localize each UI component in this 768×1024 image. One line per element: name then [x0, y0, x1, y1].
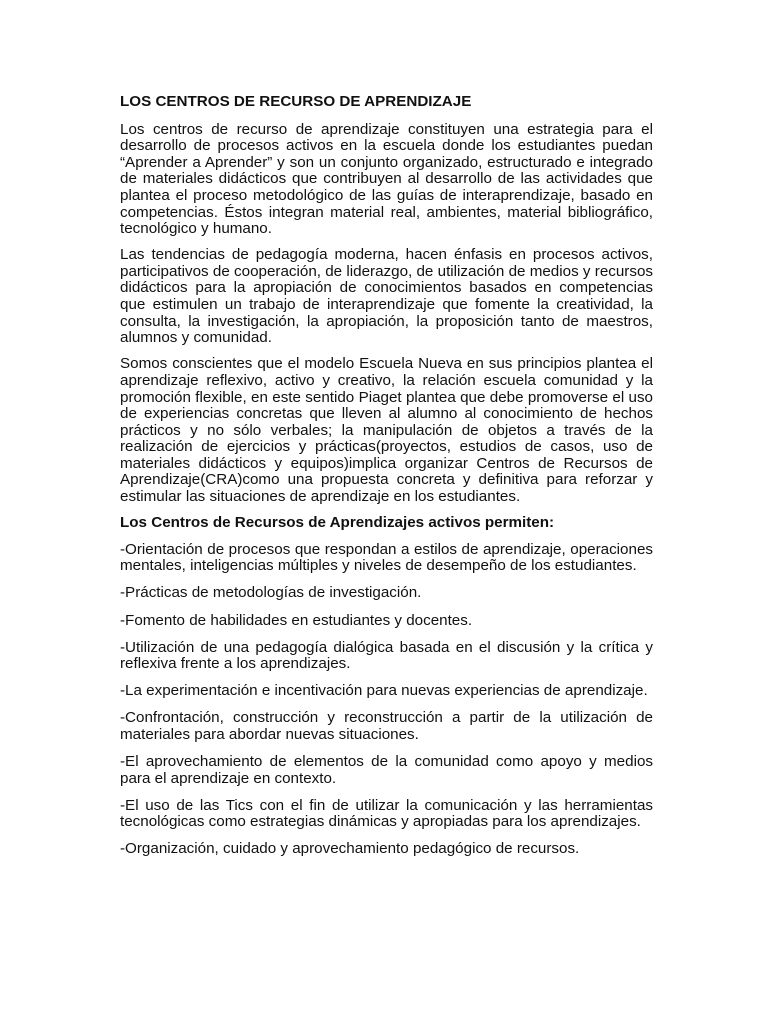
escuela-nueva-paragraph: Somos conscientes que el modelo Escuela Nueva en sus principios plantea el aprendizaje reflexivo, activo y creativo, la relación escuela comunidad y la promoción flexible, en este sentido Piaget plantea que debe promoverse el uso de experiencias concretas que lleven al alumno al conocimiento de hechos prácticos y no sólo verbales; la manipulación de objetos a través de la realización de ejercicios y prácticas(proyectos, estudios de casos, uso de materiales didácticos y equipos)implica organizar Centros de Recursos de Aprendizaje(CRA)como una propuesta concreta y definitiva para reforzar y estimular las situaciones de aprendizaje en los estudiantes.	[120, 355, 653, 506]
document-title: LOS CENTROS DE RECURSO DE APRENDIZAJE	[120, 93, 472, 110]
document-page	[120, 94, 653, 869]
section-subheading: Los Centros de Recursos de Aprendizajes activos permiten:	[120, 514, 555, 532]
intro-paragraph: Los centros de recurso de aprendizaje constituyen una estrategia para el desarrollo de procesos activos en la escuela donde los estudiantes puedan “Aprender a Aprender” y son un conjunto organizado, estructurado e integrado de materiales didácticos que contribuyen al desarrollo de las actividades que plantea el proceso metodológico de las guías de interaprendizaje, basado en competencias. Éstos integran material real, ambientes, material bibliográfico, tecnológico y humano.	[120, 120, 653, 238]
pedagogy-paragraph: Las tendencias de pedagogía moderna, hacen énfasis en procesos activos, participativos de cooperación, de liderazgo, de utilización de medios y recursos didácticos para la apropiación de conocimientos basados en competencias que estimulen un trabajo de interaprendizaje que fomente la creatividad, la consulta, la investigación, la apropiación, la proposición tanto de maestros, alumnos y comunidad.	[120, 246, 653, 347]
list-item: -El uso de las Tics con el fin de utilizar la comunicación y las herramientas tecnológicas como estrategias dinámicas y apropiadas para los aprendizajes.	[120, 796, 653, 831]
list-item: -Utilización de una pedagogía dialógica basada en el discusión y la crítica y reflexiva frente a los aprendizajes.	[120, 638, 653, 673]
list-item: -Organización, cuidado y aprovechamiento pedagógico de recursos.	[120, 840, 580, 858]
list-item: -La experimentación e incentivación para nuevas experiencias de aprendizaje.	[120, 682, 648, 700]
list-item: -Prácticas de metodologías de investigación.	[120, 584, 422, 602]
list-item: -Orientación de procesos que respondan a estilos de aprendizaje, operaciones mentales, inteligencias múltiples y niveles de desempeño de los estudiantes.	[120, 540, 653, 575]
benefits-list	[120, 542, 653, 858]
list-item: -Confrontación, construcción y reconstrucción a partir de la utilización de materiales para abordar nuevas situaciones.	[120, 709, 653, 743]
list-item: -Fomento de habilidades en estudiantes y docentes.	[120, 611, 473, 629]
list-item: -El aprovechamiento de elementos de la comunidad como apoyo y medios para el aprendizaje en contexto.	[120, 753, 653, 787]
